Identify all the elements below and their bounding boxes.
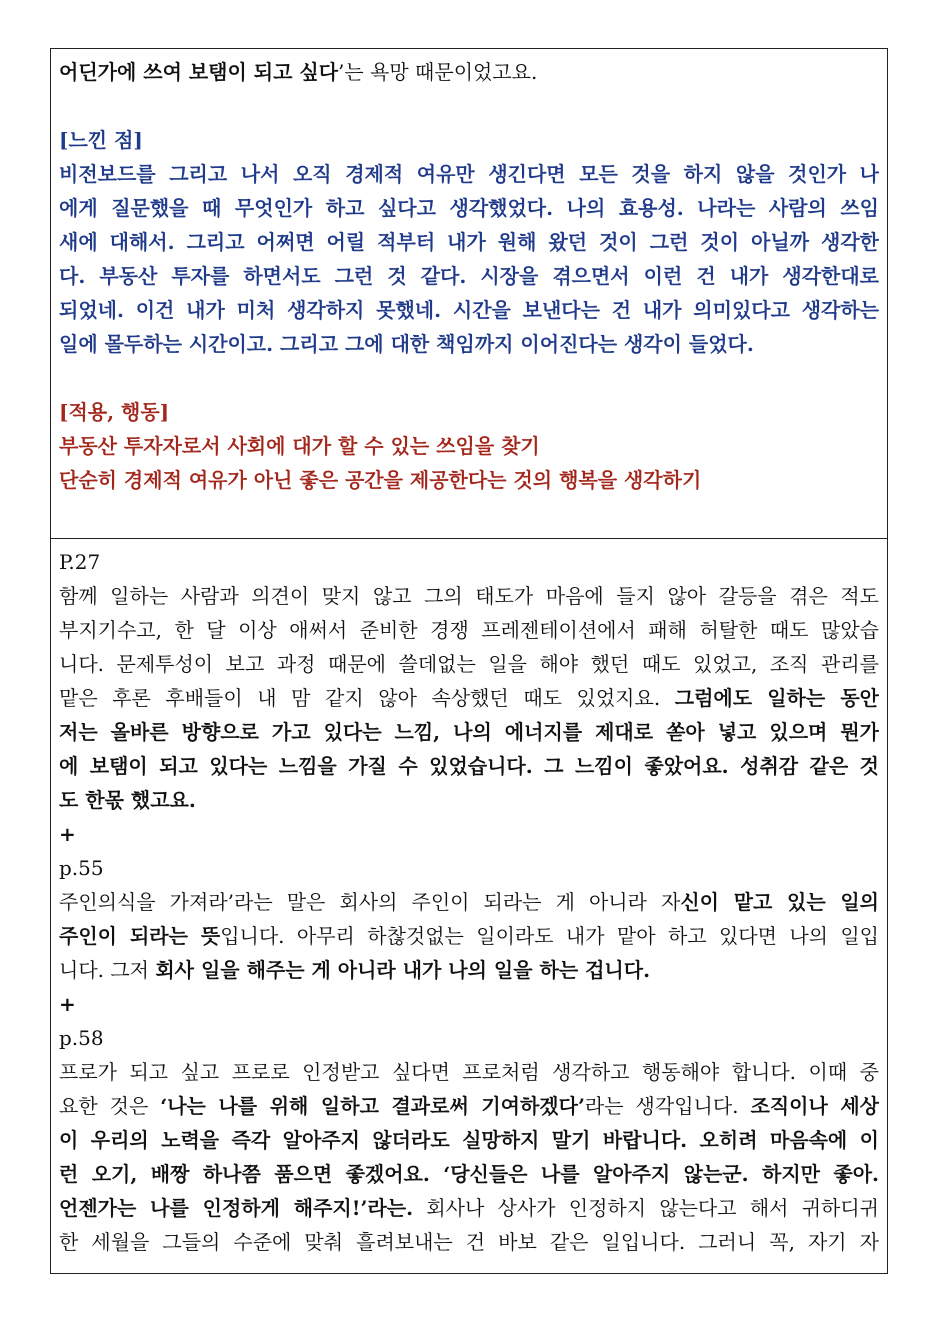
text-run: 부지기수고, 한 달 이상 애써서 준비한 경쟁 프레젠테이션에서 패해 허탈한 때도 많았습: [59, 618, 879, 642]
blank-line: [59, 89, 879, 123]
action-line: 단순히 경제적 여유가 아닌 좋은 공간을 제공한다는 것의 행복을 생각하기: [59, 468, 702, 492]
text-run: 조직이나 세상: [750, 1094, 879, 1118]
quote-line: [59, 1123, 879, 1157]
reflection-line: 새에 대해서. 그리고 어쩌면 어릴 적부터 내가 원해 왔던 것이 그런 것이 아닐까 생각한: [59, 230, 879, 254]
text-run: 함께 일하는 사람과 의견이 맞지 않고 그의 태도가 마음에 들지 않아 갈등을 겪은 적도: [59, 584, 879, 608]
intro-line: [59, 55, 879, 89]
quote-line: [59, 919, 879, 953]
action-heading: [적용, 행동]: [59, 400, 170, 424]
text-run: 신이 맡고 있는 일의: [680, 890, 879, 914]
text-run: 니다. 그저: [59, 958, 156, 982]
reflection-line: 일에 몰두하는 시간이고. 그리고 그에 대한 책임까지 이어진다는 생각이 들었다.: [59, 332, 754, 356]
quote-line: [59, 1055, 879, 1089]
blank-line: [59, 361, 879, 395]
text-run: ‘나는 나를 위해 일하고 결과로써 기여하겠다’: [160, 1094, 585, 1118]
text-run: 주인의식을 가져라’라는 말은 회사의 주인이 되라는 게 아니라 자: [59, 890, 681, 914]
action-line: 부동산 투자자로서 사회에 대가 할 수 있는 쓰임을 찾기: [59, 434, 540, 458]
quote-line: [59, 885, 879, 919]
text-run: 요한 것은: [59, 1094, 161, 1118]
quote-line: [59, 1157, 879, 1191]
section-separator: +: [59, 992, 76, 1016]
quote-line: [59, 715, 879, 749]
text-run: 한 세월을 그들의 수준에 맞춰 흘려보내는 건 바보 같은 일입니다. 그러니 꼭, 자기 자: [59, 1230, 879, 1254]
text-run: 니다. 문제투성이 보고 과정 때문에 쓸데없는 일을 해야 했던 때도 있었고, 조직 관리를: [59, 652, 879, 676]
text-run: 그럼에도 일하는 동안: [674, 686, 879, 710]
quote-line: [59, 613, 879, 647]
quote-line: [59, 953, 879, 987]
text-run: 에 보탬이 되고 있다는 느낌을 가질 수 있었습니다. 그 느낌이 좋았어요. 성취감 같은 것: [59, 754, 879, 778]
quote-line: [59, 681, 879, 715]
quote-line: [59, 1191, 879, 1225]
quote-line: [59, 749, 879, 783]
text-run: 프로가 되고 싶고 프로로 인정받고 싶다면 프로처럼 생각하고 행동해야 합니다. 이때 중: [59, 1060, 879, 1084]
text-run: 런 오기, 배짱 하나쯤 품으면 좋겠어요. ‘당신들은 나를 알아주지 않는군. 하지만 좋아.: [59, 1162, 879, 1186]
section-separator: +: [59, 822, 76, 846]
reflection-cell: [51, 49, 887, 539]
text-run: 주인이 되라는 뜻: [59, 924, 221, 948]
text-run: 입니다. 아무리 하찮것없는 일이라도 내가 맡아 하고 있다면 나의 일입: [220, 924, 879, 948]
text-run: 이 우리의 노력을 즉각 알아주지 않더라도 실망하지 말기 바랍니다. 오히려 마음속에 이: [59, 1128, 879, 1152]
text-run: 어딘가에 쓰여 보탬이 되고 싶다: [59, 60, 339, 84]
quote-line: [59, 1225, 879, 1259]
page-reference: P.27: [59, 550, 101, 574]
page-reference: p.58: [59, 1026, 104, 1050]
text-run: 도 한몫 했고요.: [59, 788, 196, 812]
reflection-line: 비전보드를 그리고 나서 오직 경제적 여유만 생긴다면 모든 것을 하지 않을 것인가 나: [59, 162, 879, 186]
text-run: 저는 올바른 방향으로 가고 있다는 느낌, 나의 에너지를 제대로 쏟아 넣고 있으며 뭔가: [59, 720, 879, 744]
quote-line: [59, 579, 879, 613]
text-run: ’는 욕망 때문이었고요.: [338, 60, 538, 84]
text-run: 언젠가는 나를 인정하게 해주지!’라는.: [59, 1196, 414, 1220]
reflection-line: 다. 부동산 투자를 하면서도 그런 것 같다. 시장을 겪으면서 이런 건 내가 생각한대로: [59, 264, 879, 288]
quote-line: [59, 1089, 879, 1123]
text-run: 맡은 후론 후배들이 내 맘 같지 않아 속상했던 때도 있었지요.: [59, 686, 675, 710]
page-reference: p.55: [59, 856, 104, 880]
text-run: 회사나 상사가 인정하지 않는다고 해서 귀하디귀: [413, 1196, 879, 1220]
quotes-cell: [51, 539, 887, 1273]
reflection-line: 에게 질문했을 때 무엇인가 하고 싶다고 생각했었다. 나의 효용성. 나라는 사람의 쓰임: [59, 196, 879, 220]
text-run: 라는 생각입니다.: [584, 1094, 751, 1118]
page-table: [50, 48, 888, 1274]
reflection-heading: [느낀 점]: [59, 128, 143, 152]
quote-line: [59, 783, 879, 817]
quote-line: [59, 647, 879, 681]
reflection-line: 되었네. 이건 내가 미처 생각하지 못했네. 시간을 보낸다는 건 내가 의미있다고 생각하는: [59, 298, 879, 322]
text-run: 회사 일을 해주는 게 아니라 내가 나의 일을 하는 겁니다.: [155, 958, 651, 982]
